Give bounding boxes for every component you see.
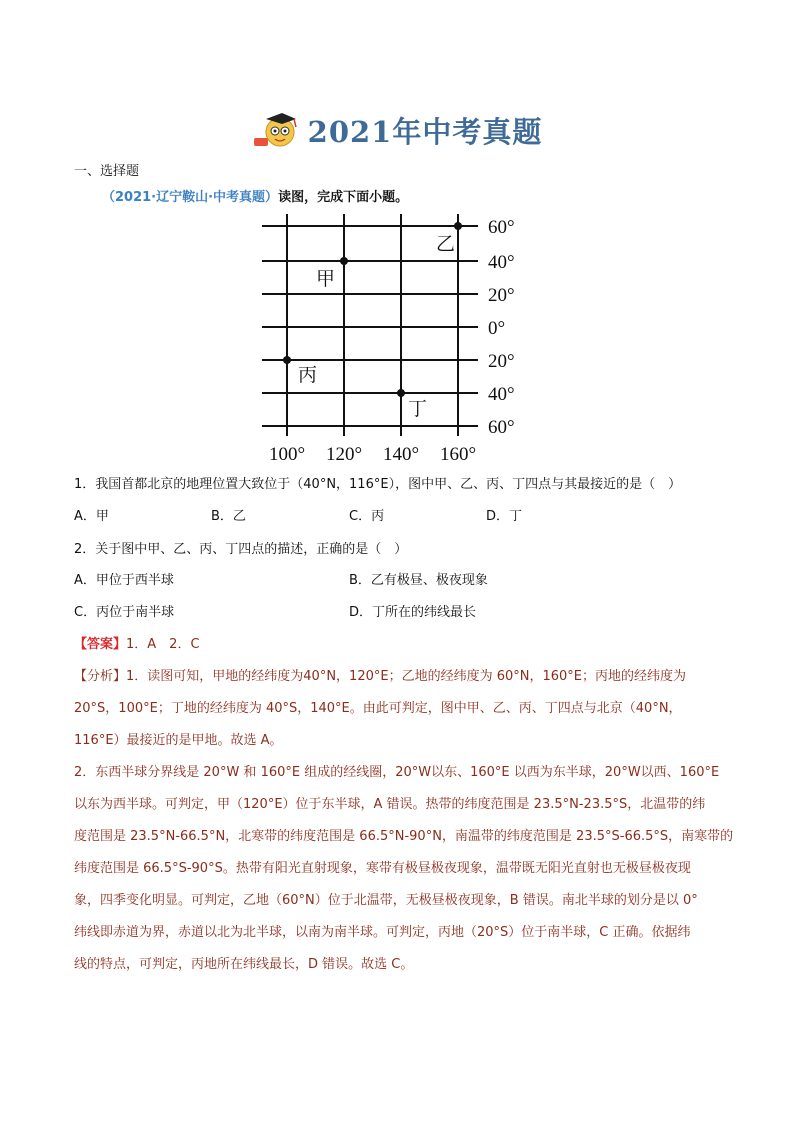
label-yi: 乙 — [436, 233, 456, 255]
section-heading: 一、选择题 — [74, 164, 140, 179]
answer-tag: 【答案】 — [74, 637, 127, 652]
q1-option-c[interactable]: C．丙 — [349, 509, 385, 524]
question-2-stem: 2．关于图中甲、乙、丙、丁四点的描述，正确的是（ ） — [74, 542, 408, 557]
lat-label-40N: 40° — [488, 252, 515, 273]
q1-option-a[interactable]: A．甲 — [74, 509, 109, 524]
answer-line — [74, 633, 200, 652]
analysis-text: 1．读图可知，甲地的经纬度为40°N，120°E；乙地的经纬度为 60°N，160°E；丙地的经纬度为 — [126, 669, 687, 684]
analysis-line-8: 象，四季变化明显。可判定，乙地（60°N）位于北温带，无极昼极夜现象，B 错误。南北半球的划分是以 0° — [74, 893, 698, 908]
lon-label-100: 100° — [268, 444, 306, 465]
lat-lon-grid-map — [262, 214, 532, 470]
question-source-line — [102, 186, 408, 205]
point-yi — [454, 222, 462, 230]
q2-option-d[interactable]: D．丁所在的纬线最长 — [349, 605, 477, 620]
lat-label-20S: 20° — [488, 351, 515, 372]
point-ding — [397, 389, 405, 397]
lat-label-0: 0° — [488, 318, 506, 339]
answer-text: 1．A 2．C — [126, 637, 200, 652]
question-source: （2021·辽宁鞍山·中考真题） — [102, 190, 279, 205]
label-bing: 丙 — [298, 364, 318, 386]
q2-option-c[interactable]: C．丙位于南半球 — [74, 605, 175, 620]
analysis-line-10: 线的特点，可判定，丙地所在纬线最长，D 错误。故选 C。 — [74, 957, 414, 972]
analysis-line-1 — [74, 665, 686, 684]
analysis-line-3: 116°E）最接近的是甲地。故选 A。 — [74, 733, 283, 748]
label-jia: 甲 — [316, 268, 336, 290]
lat-label-20N: 20° — [488, 285, 515, 306]
lat-label-60S: 60° — [488, 417, 515, 438]
analysis-line-7: 纬度范围是 66.5°S-90°S。热带有阳光直射现象，寒带有极昼极夜现象，温带既无阳光直射也无极昼极夜现 — [74, 861, 691, 876]
analysis-line-9: 纬线即赤道为界，赤道以北为北半球，以南为南半球。可判定，丙地（20°S）位于南半球，C 正确。依据纬 — [74, 925, 691, 940]
q2-option-b[interactable]: B．乙有极昼、极夜现象 — [349, 573, 488, 588]
q1-option-b[interactable]: B．乙 — [211, 509, 246, 524]
title-row — [0, 108, 794, 152]
page-title: 2021年中考真题 — [307, 114, 543, 149]
question-instruction: 读图，完成下面小题。 — [278, 190, 409, 205]
analysis-tag: 【分析】 — [74, 669, 127, 684]
lat-label-60N: 60° — [488, 217, 515, 238]
lat-label-40S: 40° — [488, 384, 515, 405]
lon-label-160: 160° — [439, 444, 477, 465]
analysis-line-4: 2．东西半球分界线是 20°W 和 160°E 组成的经线圈，20°W以东、160°E 以西为东半球，20°W以西、160°E — [74, 765, 720, 780]
q1-option-d[interactable]: D．丁 — [486, 509, 523, 524]
analysis-line-5: 以东为西半球。可判定，甲（120°E）位于东半球，A 错误。热带的纬度范围是 23.5°N-23.5°S，北温带的纬 — [74, 797, 706, 812]
q2-option-a[interactable]: A．甲位于西半球 — [74, 573, 174, 588]
point-bing — [283, 356, 291, 364]
label-ding: 丁 — [408, 398, 428, 420]
analysis-line-2: 20°S，100°E；丁地的经纬度为 40°S，140°E。由此可判定，图中甲、乙、丙、丁四点与北京（40°N， — [74, 701, 682, 716]
lon-label-120: 120° — [325, 444, 363, 465]
analysis-line-6: 度范围是 23.5°N-66.5°N，北寒带的纬度范围是 66.5°N-90°N，南温带的纬度范围是 23.5°S-66.5°S，南寒带的 — [74, 829, 734, 844]
question-1-stem: 1．我国首都北京的地理位置大致位于（40°N，116°E），图中甲、乙、丙、丁四点与其最接近的是（ ） — [74, 477, 682, 492]
lon-label-140: 140° — [382, 444, 420, 465]
point-jia — [340, 257, 348, 265]
mascot-logo-icon — [252, 110, 302, 150]
